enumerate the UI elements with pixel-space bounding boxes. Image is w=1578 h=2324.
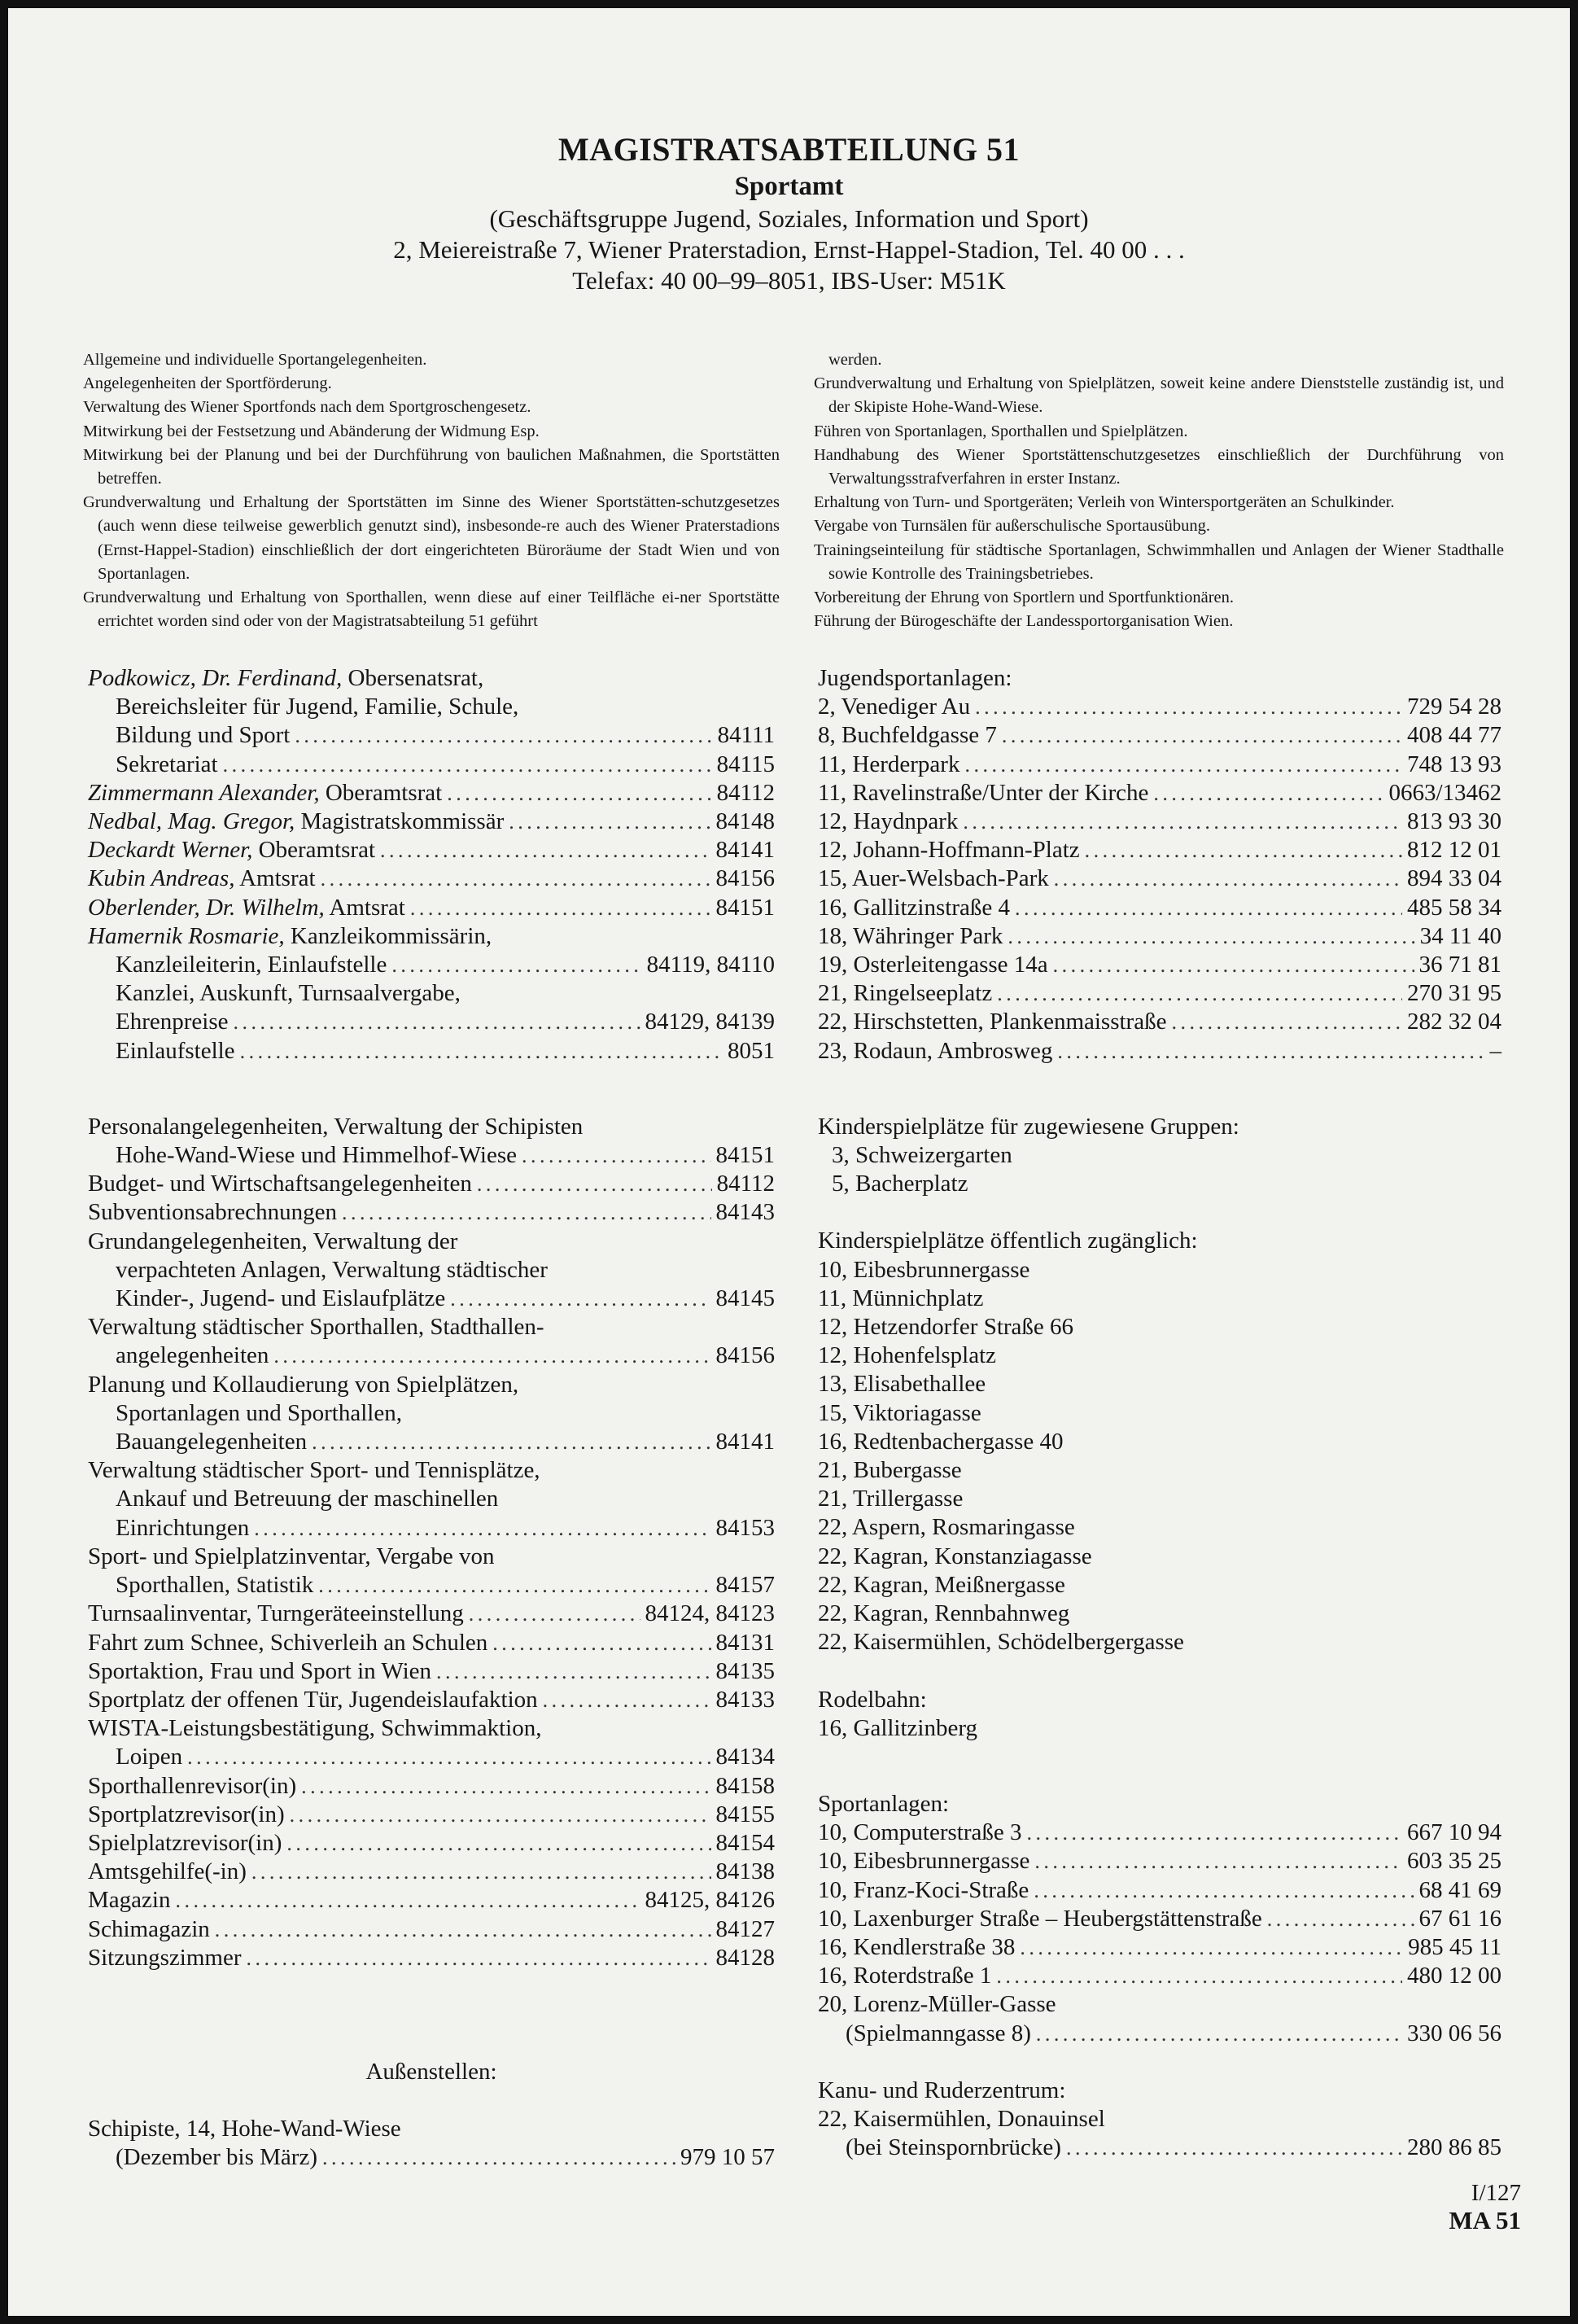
extension-number: 84156 [715, 1342, 775, 1369]
directory-row: Sporthallen, Statistik ..... 84157 [88, 1571, 775, 1600]
facility-name: 16, Kendlerstraße 38 [818, 1933, 1016, 1960]
directory-row [818, 922, 1502, 951]
directory-row [818, 1008, 1502, 1036]
directory-row: Einrichtungen ..... 84153 [88, 1514, 775, 1543]
phone-number: 270 31 95 [1407, 980, 1502, 1007]
extension-number: 84135 [715, 1657, 775, 1684]
staff-entry [88, 664, 775, 693]
list-item: 12, Hetzendorfer Straße 66 [818, 1314, 1074, 1341]
directory-row [818, 751, 1502, 779]
phone-number: 979 10 57 [680, 2144, 775, 2171]
section-heading-jugendsport: Jugendsportanlagen: [818, 665, 1012, 691]
section-heading-kinder-gruppen: Kinderspielplätze für zugewiesene Gruppen: [818, 1113, 1239, 1140]
directory-row: Magazin ..... 84125, 84126 [88, 1886, 775, 1915]
extension-number: 8051 [728, 1037, 775, 1064]
phone-number: 330 06 56 [1407, 2020, 1502, 2046]
phone-number: 408 44 77 [1407, 722, 1502, 749]
business-group: (Geschäftsgruppe Jugend, Soziales, Information und Sport) [489, 204, 1089, 233]
directory-row: Sportplatz der offenen Tür, Jugendeislaufaktion ..... 84133 [88, 1686, 775, 1714]
extension-number: 84155 [715, 1801, 775, 1827]
page-number: I/127 [1471, 2180, 1521, 2206]
extension-number: 84115 [716, 751, 775, 777]
extension-number: 84141 [715, 837, 775, 864]
facility-name: 12, Johann-Hoffmann-Platz [818, 837, 1080, 864]
phone-number: 485 58 34 [1407, 894, 1502, 921]
extension-number: 84156 [715, 865, 775, 892]
task-item: werden. [828, 351, 882, 369]
extension-number: 84124, 84123 [645, 1600, 775, 1627]
extension-number: 84138 [715, 1858, 775, 1885]
directory-row: Amtsgehilfe(-in) ..... 84138 [88, 1858, 775, 1886]
facility-name: 10, Computerstraße 3 [818, 1819, 1022, 1846]
list-item: 22, Kagran, Meißnergasse [818, 1571, 1065, 1598]
phone-number: 667 10 94 [1407, 1819, 1502, 1846]
staff-name: Deckardt Werner, [88, 837, 253, 864]
section-heading-kinder-oeffentlich: Kinderspielplätze öffentlich zugänglich: [818, 1228, 1198, 1254]
directory-row [818, 979, 1502, 1008]
extension-number: 84131 [715, 1629, 775, 1656]
directory-row [818, 1905, 1502, 1933]
fax-line: Telefax: 40 00–99–8051, IBS-User: M51K [572, 266, 1006, 295]
list-item: 13, Elisabethallee [818, 1371, 986, 1398]
staff-role: Bereichsleiter für Jugend, Familie, Schule, [116, 694, 519, 720]
list-item: 15, Viktoriagasse [818, 1399, 981, 1426]
list-item: 16, Gallitzinberg [818, 1714, 977, 1741]
staff-name: Nedbal, Mag. Gregor, [88, 808, 295, 835]
directory-row: Fahrt zum Schnee, Schiverleih an Schulen ..... 84131 [88, 1629, 775, 1657]
facility-name: 19, Osterleitengasse 14a [818, 952, 1048, 978]
section-heading-kanu: Kanu- und Ruderzentrum: [818, 2077, 1066, 2103]
facility-name: 12, Haydnpark [818, 808, 959, 835]
task-item: Grundverwaltung und Erhaltung der Sportstätten im Sinne des Wiener Sportstätten-schutzgesetzes (auch wenn diese teilweise gewerblich genutzt sind), insbesonde-re auch des Wiener Praterstadions (Ernst-Happel-Stadion) einschließlich der dort eingerichteten Büroräume der Stadt Wien und von Sportanlagen. [83, 493, 780, 583]
phone-number: 0663/13462 [1388, 779, 1502, 806]
directory-row [818, 1037, 1502, 1066]
staff-title: Obersenatsrat, [342, 665, 484, 691]
task-item: Vergabe von Turnsälen für außerschulische Sportausübung. [814, 517, 1210, 536]
staff-name: Kubin Andreas, [88, 865, 235, 892]
directory-row: Kanzleileiterin, Einlaufstelle ..... 84119, 84110 [88, 951, 775, 979]
directory-row [818, 1876, 1502, 1905]
staff-name: Hamernik Rosmarie, [88, 922, 285, 949]
directory-row [818, 864, 1502, 893]
directory-row: (Spielmanngasse 8) ..... 330 06 56 [818, 2020, 1502, 2048]
phone-number: 36 71 81 [1418, 952, 1502, 978]
facility-name: 8, Buchfeldgasse 7 [818, 722, 997, 749]
extension-number: 84151 [715, 1142, 775, 1169]
extension-number: 84111 [717, 722, 775, 749]
list-item: 10, Eibesbrunnergasse [818, 1256, 1030, 1283]
list-item: 21, Bubergasse [818, 1457, 962, 1484]
office-name: Sportamt [734, 172, 844, 201]
task-item: Mitwirkung bei der Planung und bei der Durchführung von baulichen Maßnahmen, die Sportstätten betreffen. [83, 445, 780, 488]
task-item: Handhabung des Wiener Sportstättenschutzgesetzes einschließlich der Durchführung von Verwaltungsstrafverfahren in erster Instanz. [814, 445, 1504, 488]
address-line: 2, Meiereistraße 7, Wiener Praterstadion, Ernst-Happel-Stadion, Tel. 40 00 . . . [393, 235, 1185, 264]
list-item: 22, Kagran, Rennbahnweg [818, 1600, 1070, 1627]
staff-directory-column: Podkowicz, Dr. Ferdinand, Obersenatsrat, Bereichsleiter für Jugend, Familie, Schule, Bildung und Sport ..... 84111 Sekretariat ..... 84115 Zimmermann Alexander, Oberamtsrat ..... 84112 Nedbal, Mag. Gregor, Magistratskommissär ..... 84148 Deckardt Werner, Oberamtsrat ..... 84141 Kubin Andreas, Amtsrat ..... 84156 Oberlender, Dr. Wilhelm, Amtsrat ..... 84151 Hamernik Rosmarie, Kanzleikommissärin, Kanzleileiterin, Einlaufstelle ..... 84119, 84110 Kanzlei, Auskunft, Turnsaalvergabe, Ehrenpreise ..... 84129, 84139 Einlaufstelle ..... 8051 Personalangelegenheiten, Verwaltung der Schipisten Hohe-Wand-Wiese und Himmelhof-Wiese ..... 84151 Budget- und Wirtschaftsangelegenheiten ..... 84112 Subventionsabrechnungen ..... 84143 Grundangelegenheiten, Verwaltung der verpachteten Anlagen, Verwaltung städtischer Kinder-, Jugend- und Eislaufplätze ..... 84145 Verwaltung städtischer Sporthallen, Stadthallen- angelegenheiten ..... 84156 Planung und Kollaudierung von Spielplätzen, Sportanlagen und Sporthallen, Bauangelegenheiten ..... 84141 Verwaltung städtischer Sport- und Tennisplätze, Ankauf und Betreuung der maschinellen Einrichtungen ..... 84153 Sport- und Spielplatzinventar, Vergabe von Sporthallen, Statistik ..... 84157 Turnsaalinventar, Turngeräteeinstellung ..... 84124, 84123 Fahrt zum Schnee, Schiverleih an Schulen ..... 84131 Sportaktion, Frau und Sport in Wien ..... 84135 Sportplatz der offenen Tür, Jugendeislaufaktion ..... 84133 WISTA-Leistungsbestätigung, Schwimmaktion, Loipen ..... 84134 Sporthallenrevisor(in) ..... 84158 Sportplatzrevisor(in) ..... 84155 Spielplatzrevisor(in) ..... 84154 Amtsgehilfe(-in) ..... 84138 Magazin ..... 84125, 84126 Schimagazin ..... 84127 Sitzungszimmer ..... 84128 Außenstellen: Schipiste, 14, Hohe-Wand-Wiese (Dezember bis März) ..... 979 10 57 [88, 664, 775, 2173]
directory-row: Deckardt Werner, Oberamtsrat ..... 84141 [88, 836, 775, 864]
extension-number: 84134 [715, 1744, 775, 1770]
list-item: 16, Redtenbachergasse 40 [818, 1428, 1064, 1455]
extension-number: 84133 [715, 1686, 775, 1713]
extension-number: 84148 [715, 808, 775, 835]
kinder-oeffentlich-list [818, 1256, 1502, 1657]
tasks-left-column [83, 348, 780, 633]
list-item: 22, Kaisermühlen, Schödelbergergasse [818, 1629, 1184, 1656]
jugendsport-list [818, 693, 1502, 1066]
facility-name: 18, Währinger Park [818, 922, 1003, 949]
directory-row: Hohe-Wand-Wiese und Himmelhof-Wiese ..... 84151 [88, 1141, 775, 1170]
task-item: Verwaltung des Wiener Sportfonds nach dem Sportgroschengesetz. [83, 398, 531, 417]
phone-number: 68 41 69 [1418, 1876, 1502, 1903]
directory-text: Kanzlei, Auskunft, Turnsaalvergabe, [116, 980, 461, 1007]
extension-number: 84143 [715, 1199, 775, 1226]
phone-number: 812 12 01 [1407, 837, 1502, 864]
extension-number: 84127 [715, 1915, 775, 1942]
document-page [8, 8, 1570, 2316]
phone-number: 480 12 00 [1407, 1963, 1502, 1989]
directory-row: Sportaktion, Frau und Sport in Wien ..... 84135 [88, 1657, 775, 1686]
facility-name: 21, Ringelseeplatz [818, 980, 993, 1007]
page-header [8, 130, 1570, 296]
section-heading-aussenstellen: Außenstellen: [365, 2058, 497, 2085]
extension-number: 84119, 84110 [646, 952, 775, 978]
facility-name: 22, Hirschstetten, Plankenmaisstraße [818, 1009, 1167, 1035]
phone-number: 813 93 30 [1407, 808, 1502, 835]
directory-row [818, 1962, 1502, 1990]
extension-number: 84157 [715, 1572, 775, 1599]
page-footer [1449, 2179, 1521, 2234]
directory-row: angelegenheiten ..... 84156 [88, 1341, 775, 1370]
directory-row [818, 951, 1502, 979]
task-item: Erhaltung von Turn- und Sportgeräten; Verleih von Wintersportgeräten an Schulkinder. [814, 493, 1395, 512]
task-item: Grundverwaltung und Erhaltung von Sporthallen, wenn diese auf einer Teilfläche ei-ner Sportstätte errichtet worden sind oder von der Magistratsabteilung 51 geführt [83, 589, 780, 631]
directory-row [818, 836, 1502, 864]
directory-row: Bauangelegenheiten ..... 84141 [88, 1428, 775, 1456]
extension-number: 84151 [715, 894, 775, 921]
directory-row: Kinder-, Jugend- und Eislaufplätze ..... 84145 [88, 1285, 775, 1313]
list-item: 12, Hohenfelsplatz [818, 1342, 997, 1369]
list-item: 22, Aspern, Rosmaringasse [818, 1514, 1075, 1541]
directory-row: Nedbal, Mag. Gregor, Magistratskommissär ..... 84148 [88, 807, 775, 836]
extension-number: 84153 [715, 1514, 775, 1541]
directory-row [818, 693, 1502, 721]
directory-row: (bei Steinspornbrücke) ..... 280 86 85 [818, 2134, 1502, 2162]
phone-number: 67 61 16 [1418, 1905, 1502, 1932]
phone-number: 729 54 28 [1407, 694, 1502, 720]
directory-row: Sekretariat ..... 84115 [88, 751, 775, 779]
facility-name: 15, Auer-Welsbach-Park [818, 865, 1049, 892]
extension-number: 84145 [715, 1285, 775, 1312]
directory-row [818, 1818, 1502, 1847]
phone-number: 603 35 25 [1407, 1848, 1502, 1875]
directory-row: Ehrenpreise ..... 84129, 84139 [88, 1008, 775, 1036]
phone-number: – [1489, 1037, 1502, 1064]
directory-row: Sportplatzrevisor(in) ..... 84155 [88, 1801, 775, 1829]
department-code: MA 51 [1449, 2206, 1521, 2234]
list-item: 5, Bacherplatz [832, 1171, 968, 1197]
staff-name: Podkowicz, Dr. Ferdinand, [88, 665, 343, 691]
task-item: Führen von Sportanlagen, Sporthallen und Spielplätzen. [814, 422, 1188, 440]
directory-row [818, 894, 1502, 922]
task-item: Angelegenheiten der Sportförderung. [83, 374, 332, 393]
facility-name: 11, Herderpark [818, 751, 960, 777]
task-item: Mitwirkung bei der Festsetzung und Abänderung der Widmung Esp. [83, 422, 540, 440]
directory-row [818, 721, 1502, 750]
facility-name: 2, Venediger Au [818, 694, 971, 720]
extension-number: 84158 [715, 1772, 775, 1799]
task-item: Führung der Bürogeschäfte der Landessportorganisation Wien. [814, 612, 1234, 631]
list-item: 11, Münnichplatz [818, 1285, 984, 1311]
directory-row: Spielplatzrevisor(in) ..... 84154 [88, 1829, 775, 1858]
directory-row [818, 1847, 1502, 1875]
extension-number: 84141 [715, 1429, 775, 1455]
facility-name: 23, Rodaun, Ambrosweg [818, 1037, 1053, 1064]
task-item: Grundverwaltung und Erhaltung von Spielplätzen, soweit keine andere Dienststelle zuständig ist, und der Skipiste Hohe-Wand-Wiese. [814, 374, 1504, 417]
staff-name: Zimmermann Alexander, [88, 779, 320, 806]
directory-row: Schimagazin ..... 84127 [88, 1915, 775, 1944]
extension-number: 84125, 84126 [645, 1887, 775, 1914]
facility-name: 10, Laxenburger Straße – Heubergstättenstraße [818, 1905, 1262, 1932]
section-heading-rodelbahn: Rodelbahn: [818, 1686, 927, 1713]
extension-number: 84154 [715, 1829, 775, 1856]
directory-row: Sitzungszimmer ..... 84128 [88, 1944, 775, 1972]
facility-name: 10, Eibesbrunnergasse [818, 1848, 1030, 1875]
directory-row: Budget- und Wirtschaftsangelegenheiten ..... 84112 [88, 1170, 775, 1198]
list-item: 3, Schweizergarten [832, 1142, 1012, 1169]
facility-name: 16, Roterdstraße 1 [818, 1963, 992, 1989]
phone-number: 748 13 93 [1407, 751, 1502, 777]
phone-number: 282 32 04 [1407, 1009, 1502, 1035]
tasks-right-column [814, 348, 1504, 633]
staff-name: Oberlender, Dr. Wilhelm, [88, 894, 325, 921]
list-item: 21, Trillergasse [818, 1486, 964, 1512]
list-item: 22, Kagran, Konstanziagasse [818, 1543, 1092, 1569]
directory-row: Kubin Andreas, Amtsrat ..... 84156 [88, 864, 775, 893]
sportanlagen-list [818, 1818, 1502, 1990]
phone-number: 985 45 11 [1408, 1933, 1502, 1960]
extension-number: 84112 [716, 1171, 775, 1197]
phone-number: 34 11 40 [1419, 922, 1502, 949]
directory-row: (Dezember bis März) ..... 979 10 57 [88, 2143, 775, 2172]
extension-number: 84112 [716, 779, 775, 806]
task-item: Vorbereitung der Ehrung von Sportlern und Sportfunktionären. [814, 589, 1235, 607]
directory-row: Bildung und Sport ..... 84111 [88, 721, 775, 750]
task-item: Allgemeine und individuelle Sportangelegenheiten. [83, 351, 427, 369]
phone-number: 894 33 04 [1407, 865, 1502, 892]
extension-number: 84129, 84139 [645, 1009, 775, 1035]
facility-name: 10, Franz-Koci-Straße [818, 1876, 1029, 1903]
directory-row: Loipen ..... 84134 [88, 1743, 775, 1771]
directory-row: Sporthallenrevisor(in) ..... 84158 [88, 1772, 775, 1801]
staff-entry: Hamernik Rosmarie, Kanzleikommissärin, [88, 922, 492, 949]
directory-row: Oberlender, Dr. Wilhelm, Amtsrat ..... 84151 [88, 894, 775, 922]
section-heading-sportanlagen: Sportanlagen: [818, 1790, 950, 1817]
directory-row: Einlaufstelle ..... 8051 [88, 1037, 775, 1066]
department-title: MAGISTRATSABTEILUNG 51 [557, 131, 1021, 168]
facility-name: 11, Ravelinstraße/Unter der Kirche [818, 779, 1149, 806]
directory-row [818, 1933, 1502, 1962]
facility-name: 16, Gallitzinstraße 4 [818, 894, 1010, 921]
extension-number: 84128 [715, 1944, 775, 1971]
task-item: Trainingseinteilung für städtische Sportanlagen, Schwimmhallen und Anlagen der Wiener Stadthalle sowie Kontrolle des Trainingsbetriebes. [814, 541, 1504, 583]
directory-row: Zimmermann Alexander, Oberamtsrat ..... 84112 [88, 779, 775, 807]
phone-number: 280 86 85 [1407, 2134, 1502, 2161]
directory-row: Subventionsabrechnungen ..... 84143 [88, 1198, 775, 1227]
facilities-column: Jugendsportanlagen: 2, Venediger Au ..... 729 54 28 8, Buchfeldgasse 7 ..... 408 44 77 11, Herderpark ..... 748 13 93 11, Ravelinstraße/Unter der Kirche ..... 0663/13462 12, Haydnpark ..... 813 93 30 12, Johann-Hoffmann-Platz ..... 812 12 01 15, Auer-Welsbach-Park ..... 894 33 04 16, Gallitzinstraße 4 ..... 485 58 34 18, Währinger Park ..... 34 11 40 19, Osterleitengasse 14a ..... 36 71 81 21, Ringelseeplatz ..... 270 31 95 22, Hirschstetten, Plankenmaisstraße ..... 282 32 04 23, Rodaun, Ambrosweg ..... – Kinderspielplätze für zugewiesene Gruppen: 3, Schweizergarten 5, Bacherplatz Kinderspielplätze öffentlich zugänglich: 10, Eibesbrunnergasse 11, Münnichplatz 12, Hetzendorfer Straße 66 12, Hohenfelsplatz 13, Elisabethallee 15, Viktoriagasse 16, Redtenbachergasse 40 21, Bubergasse 21, Trillergasse 22, Aspern, Rosmaringasse 22, Kagran, Konstanziagasse 22, Kagran, Meißnergasse 22, Kagran, Rennbahnweg 22, Kaisermühlen, Schödelbergergasse Rodelbahn: 16, Gallitzinberg Sportanlagen: 10, Computerstraße 3 ..... 667 10 94 10, Eibesbrunnergasse ..... 603 35 25 10, Franz-Koci-Straße ..... 68 41 69 10, Laxenburger Straße – Heubergstättenstraße ..... 67 61 16 16, Kendlerstraße 38 ..... 985 45 11 16, Roterdstraße 1 ..... 480 12 00 20, Lorenz-Müller-Gasse (Spielmanngasse 8) ..... 330 06 56 Kanu- und Ruderzentrum: 22, Kaisermühlen, Donauinsel (bei Steinspornbrücke) ..... 280 86 85 [818, 664, 1502, 2162]
directory-row [818, 807, 1502, 836]
directory-row: Turnsaalinventar, Turngeräteeinstellung ..... 84124, 84123 [88, 1600, 775, 1628]
directory-row [818, 779, 1502, 807]
